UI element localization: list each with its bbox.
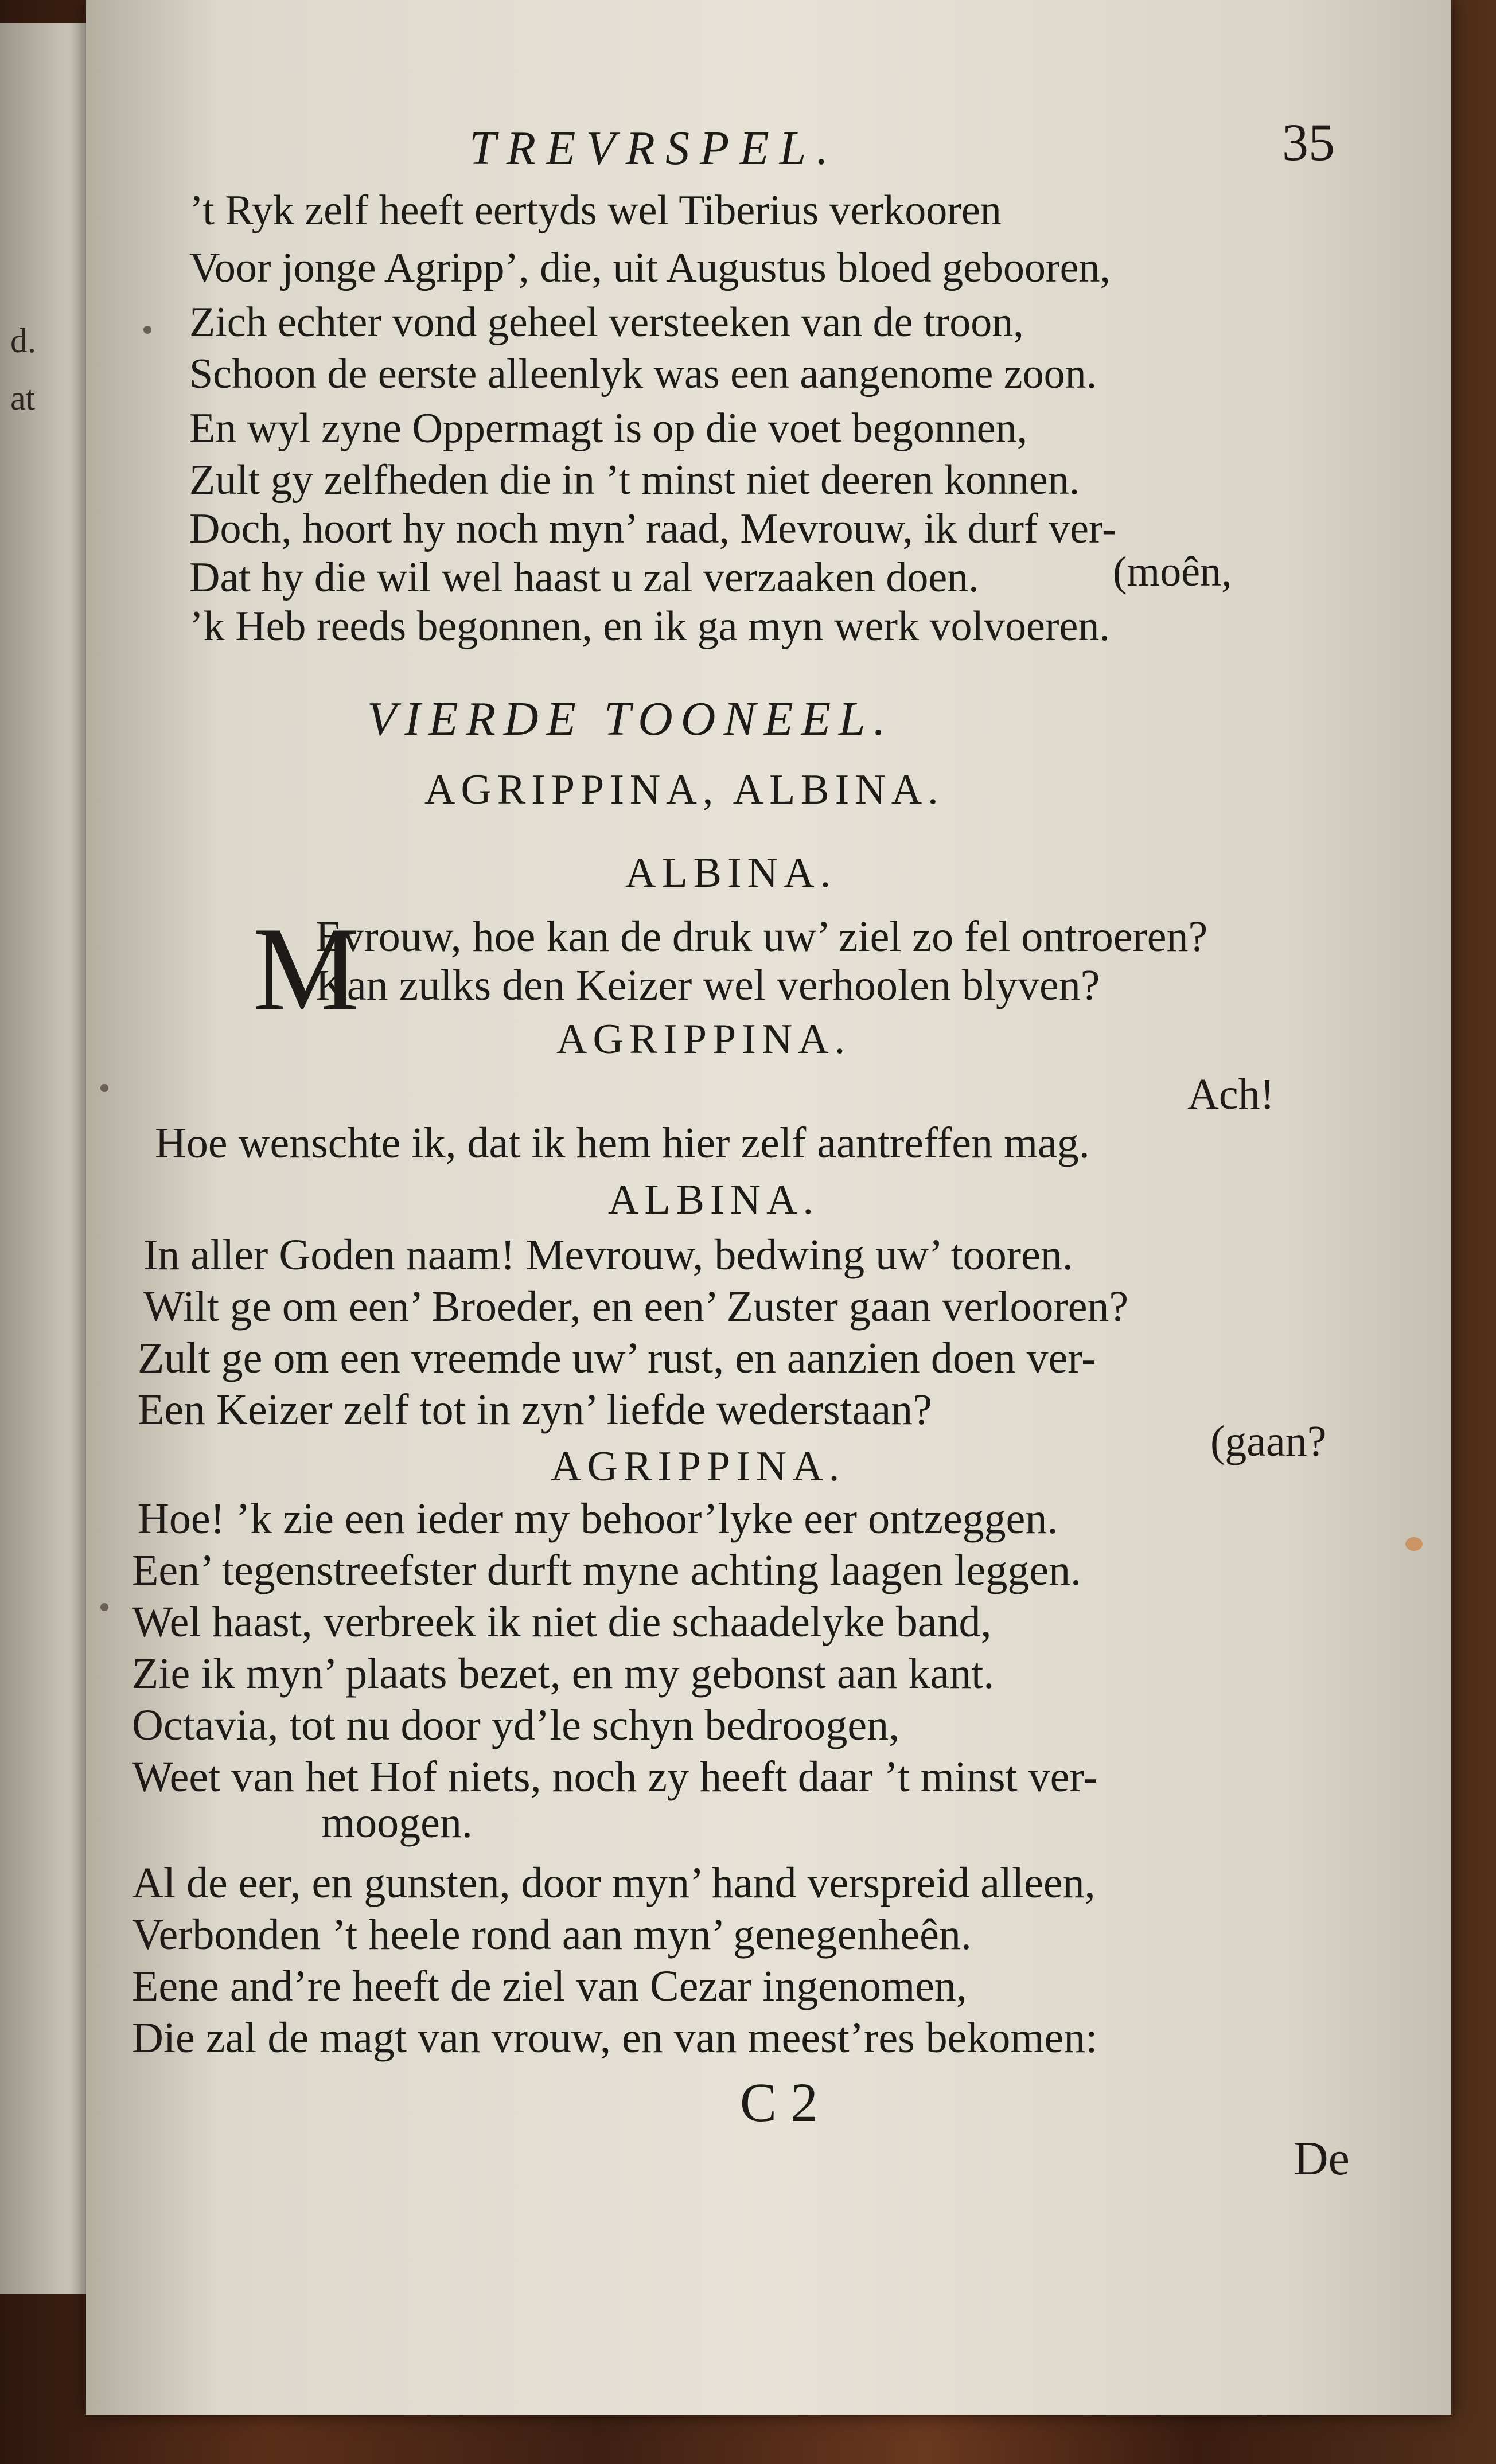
- verse-line: Verbonden ’t heele rond aan myn’ genegenheên.: [132, 1911, 972, 1959]
- verse-line: Wilt ge om een’ Broeder, en een’ Zuster gaan verlooren?: [143, 1282, 1129, 1331]
- left-page-fragment: d.: [10, 322, 36, 360]
- verse-line: In aller Goden naam! Mevrouw, bedwing uw’ tooren.: [143, 1231, 1073, 1279]
- page-number: 35: [1282, 113, 1335, 171]
- speaker-name: AGRIPPINA.: [556, 1016, 851, 1063]
- left-page-fragment: at: [10, 379, 36, 417]
- verse-line: Hoe! ’k zie een ieder my behoor’lyke eer ontzeggen.: [138, 1495, 1058, 1543]
- signature-mark: C 2: [740, 2072, 819, 2133]
- catchword: De: [1294, 2132, 1350, 2185]
- verse-line: Hoe wenschte ik, dat ik hem hier zelf aantreffen mag.: [155, 1119, 1090, 1167]
- verse-line: Eene and’re heeft de ziel van Cezar ingenomen,: [132, 1962, 967, 2010]
- verse-line: Een’ tegenstreefster durft myne achting laagen leggen.: [132, 1546, 1082, 1594]
- verse-line: Al de eer, en gunsten, door myn’ hand verspreid alleen,: [132, 1859, 1096, 1907]
- verse-line: Weet van het Hof niets, noch zy heeft daar ’t minst ver-: [132, 1753, 1098, 1801]
- verse-line: Die zal de magt van vrouw, en van meest’res bekomen:: [132, 2014, 1098, 2062]
- verse-line: Voor jonge Agripp’, die, uit Augustus bloed gebooren,: [189, 244, 1111, 291]
- cast-list: AGRIPPINA, ALBINA.: [424, 766, 944, 813]
- verse-line: Kan zulks den Keizer wel verhoolen blyven?: [315, 961, 1100, 1009]
- page-speck: [143, 326, 151, 334]
- verse-line: Doch, hoort hy noch myn’ raad, Mevrouw, ik durf ver-: [189, 505, 1116, 552]
- verse-line: Zult ge om een vreemde uw’ rust, en aanzien doen ver-: [138, 1334, 1096, 1382]
- book-page: [86, 0, 1451, 2415]
- running-title: TREVRSPEL.: [469, 122, 839, 175]
- turnover-text: (gaan?: [1210, 1417, 1327, 1465]
- verse-line: Zich echter vond geheel versteeken van de troon,: [189, 299, 1024, 346]
- speaker-name: ALBINA.: [608, 1176, 820, 1223]
- drop-cap: M: [252, 903, 360, 1036]
- verse-line: Evrouw, hoe kan de druk uw’ ziel zo fel ontroeren?: [315, 913, 1208, 961]
- verse-line: moogen.: [321, 1799, 473, 1847]
- foxing-stain: [1405, 1537, 1423, 1551]
- page-speck: [100, 1603, 108, 1611]
- turnover-text: (moên,: [1113, 548, 1232, 595]
- verse-line: Zult gy zelfheden die in ’t minst niet deeren konnen.: [189, 457, 1080, 504]
- verse-line: Ach!: [1187, 1070, 1275, 1118]
- page-speck: [100, 1084, 108, 1092]
- verse-line: Zie ik myn’ plaats bezet, en my gebonst aan kant.: [132, 1650, 995, 1698]
- verse-line: En wyl zyne Oppermagt is op die voet begonnen,: [189, 405, 1028, 452]
- verse-line: ’k Heb reeds begonnen, en ik ga myn werk volvoeren.: [189, 603, 1110, 650]
- speaker-name: ALBINA.: [625, 849, 837, 896]
- verse-line: Octavia, tot nu door yd’le schyn bedroogen,: [132, 1701, 900, 1749]
- verse-line: ’t Ryk zelf heeft eertyds wel Tiberius verkooren: [189, 187, 1002, 234]
- verse-line: Een Keizer zelf tot in zyn’ liefde wederstaan?: [138, 1386, 932, 1434]
- verse-line: Dat hy die wil wel haast u zal verzaaken doen.: [189, 554, 979, 601]
- verse-line: Schoon de eerste alleenlyk was een aangenome zoon.: [189, 350, 1097, 397]
- speaker-name: AGRIPPINA.: [551, 1443, 846, 1490]
- scene-heading: VIERDE TOONEEL.: [367, 692, 894, 746]
- verse-line: Wel haast, verbreek ik niet die schaadelyke band,: [132, 1598, 992, 1646]
